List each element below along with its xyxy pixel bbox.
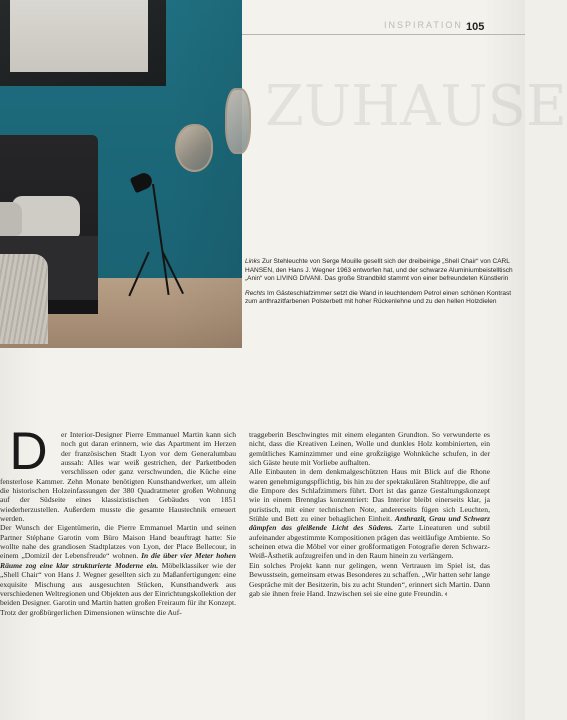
drop-cap: D xyxy=(9,422,48,481)
header-rule xyxy=(242,34,525,35)
caption-right-lead: Rechts xyxy=(245,289,266,297)
article-paragraph: traggeberin Beschwingtes mit einem eleganten Grundton. So verwunderte es nicht, dass die Kreativen Leinen, Wolle und dunkles Holz kombinierten, ein gemütliches Kaminzimmer und eine großzügige Wohnküche schufen, in der sich Gäste heute mit Vorliebe aufhalten. xyxy=(249,430,490,468)
article-column-left xyxy=(0,422,237,617)
page-number: 105 xyxy=(466,21,485,33)
end-mark-icon: ‹ xyxy=(444,588,448,598)
show-through-text: ZUHAUSE xyxy=(265,74,567,139)
article-column-right xyxy=(249,430,490,598)
caption-right xyxy=(245,290,515,307)
article-highlight: In die über vier Meter hohen Räume zog eine klar strukturierte Moderne ein. xyxy=(0,551,237,570)
section-label: INSPIRATION xyxy=(384,20,463,30)
interior-photo xyxy=(0,0,242,348)
article-paragraph: D er Interior-Designer Pierre Emmanuel Martin kann sich noch gut daran erinnern, wie das Apartment im Herzen der französischen Stadt Lyon vor dem Generalumbau aussah: Alles war weiß gestrichen, der Parkettboden verschlissen oder ganz verschwunden, die Küche eine fensterlose Kammer. Zehn Monate benötigten Kunsthandwerker, um allein die historischen Holzeinfassungen der 380 Quadratmeter großen Wohnung auf der Südseite eines klassizistischen Gebäudes von 1851 wiederherzustellen. Außerdem musste die gesamte Haustechnik erneuert werden. xyxy=(0,422,236,524)
caption-left-lead: Links xyxy=(245,258,261,265)
caption-left xyxy=(245,258,515,284)
photo-caption xyxy=(245,258,515,313)
article-paragraph: Ein solches Projekt kann nur gelingen, wenn Vertrauen im Spiel ist, das Bewusstsein, gemeinsam etwas Besonderes zu schaffen. „Wir hatten sehr lange Gespräche mit der Besitzerin, bis zu acht Stunden“, erinnert sich Martin. Dann gab sie ihnen freie Hand. Inzwischen sei sie eine gute Freundin. ‹ xyxy=(249,560,491,598)
article-paragraph: Der Wunsch der Eigentümerin, die Pierre Emmanuel Martin und seinen Partner Stéphane Garotin vom Büro Maison Hand beauftragt hatte: Sie wollte nahe des grandiosen Stadtplatzes von Lyon, der Place Bellecour, in einem „Domizil der Lebensfreude“ wohnen. In die über vier Meter hohen Räume zog eine klar strukturierte Moderne ein. Möbelklassiker wie der „Shell Chair“ von Hans J. Wegner gesellten sich zu Maßanfertigungen: eine exquisite Mischung aus ausgesuchten Stücken, Kunsthandwerk aus verschiedenen Weltregionen und Objekten aus der Einrichtungskollektion der beiden Designer. Garotin und Martin hatten großen Freiraum für ihr Konzept. Trotz der großbürgerlichen Dimensionen wünschte die Auf- xyxy=(0,523,237,617)
article-paragraph: Alle Einbauten in dem denkmalgeschützten Haus mit Blick auf die Rhone waren genehmigungspflichtig, bis hin zu der spektakulären Stahltreppe, die auf die Empore des Schlafzimmers führt. Dort ist das ganze Gestaltungskonzept wie in einem Brennglas konzentriert: Das Interior bleibt einerseits klar, ja puristisch, mit einer technischen Note, andererseits fügen sich Leuchten, Stühle und Bett zu einer behaglichen Einheit. Anthrazit, Grau und Schwarz dämpfen das gleißende Licht des Südens. Zarte Lineaturen und subtil aufeinander abgestimmte Kompositionen prägen das weitläufige Ambiente. So scheinen etwa die Möbel vor einer großformatigen Fotografie deren Schwarz-Weiß-Ästhetik aufzugreifen und in den Raum hinein zu verlängern. xyxy=(249,467,491,561)
caption-left-text: Zur Stehleuchte von Serge Mouille gesellt sich der dreibeinige „Shell Chair“ von CARL HANSEN, den Hans J. Wegner 1963 entworfen hat, und der schwarze Aluminiumbeistelltisch „Anin“ von LIVING DIVANI. Das große Strandbild stammt von einer befreundeten Künstlerin xyxy=(245,258,513,283)
article-highlight: Anthrazit, Grau und Schwarz dämpfen das gleißende Licht des Südens. xyxy=(249,514,490,533)
caption-right-text: Im Gästeschlafzimmer setzt die Wand in leuchtendem Petrol einen schönen Kontrast zum anthrazitfarbenen Polsterbett mit hoher Rückenlehne und zu den hellen Holzdielen xyxy=(245,289,512,306)
